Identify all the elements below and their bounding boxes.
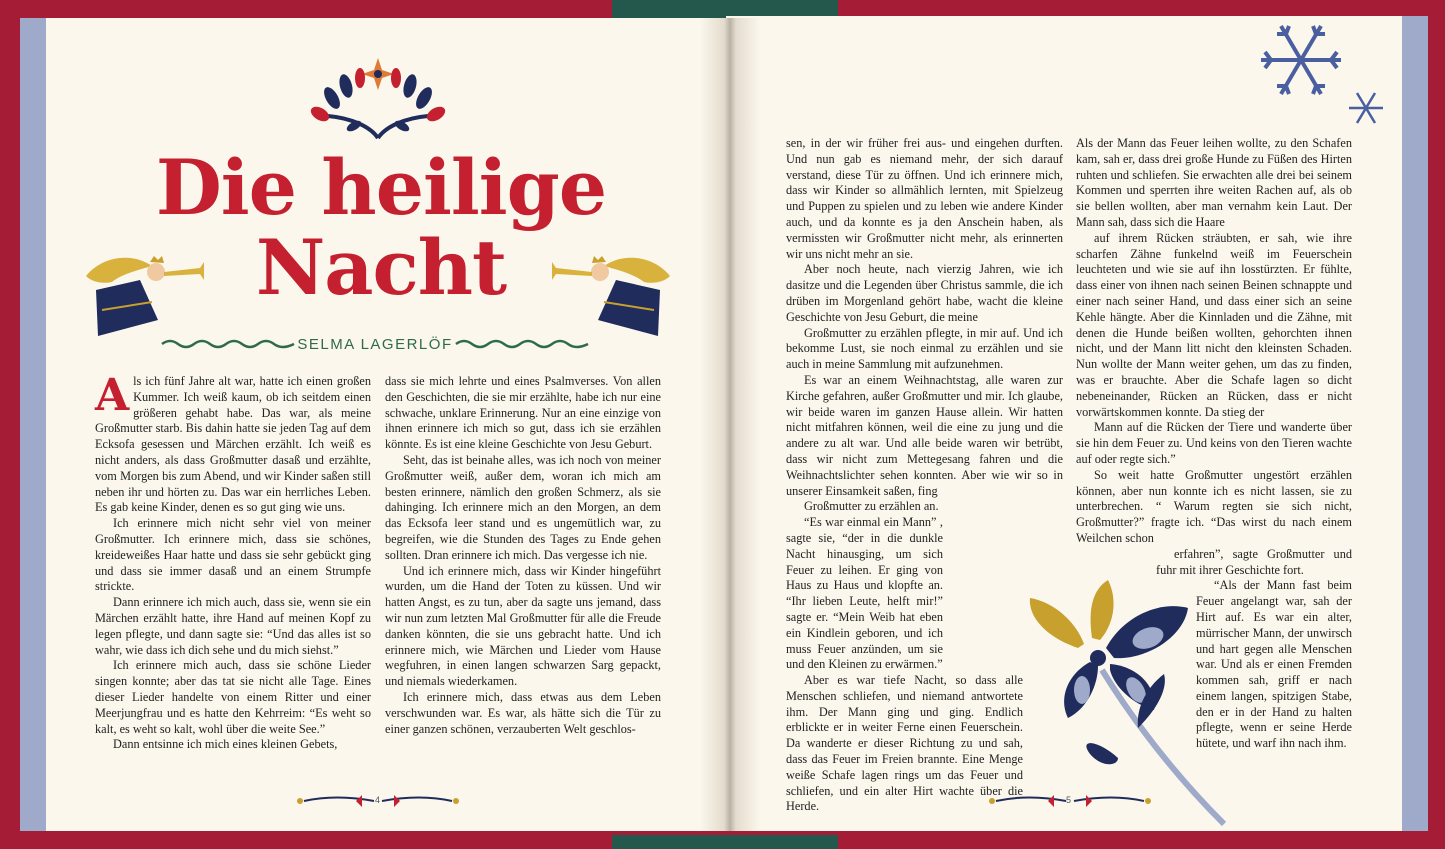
paragraph: Und ich erinnere mich, dass wir Kinder hingeführt wurden, um die Hand der Toten zu küssen. Und wir hatten Angst, es zu tun, aber da sagte uns jemand, dass wir nun zum letzten Mal Großmutter für alle die Freude danken könnten, die sie uns gebracht hatte. Und ich erinnere mich, wie Märchen und Lieder vom Hause wegfuhren, in einen langen schwarzen Sarg gepackt, und niemals wiederkamen. (385, 563, 661, 689)
paragraph: Mann auf die Rücken der Tiere und wanderte über sie hin dem Feuer zu. Und keins von den Tieren wachte auf oder regte sich.” (1076, 420, 1352, 466)
snowflake-large-icon (1256, 20, 1346, 100)
wave-ornament-right (454, 337, 590, 351)
folk-ornament-top (310, 56, 446, 142)
paragraph: auf ihrem Rücken sträubten, er sah, wie ihre scharfen Zähne funkelnd weiß im Feuerschein leuchteten und wie sie auf ihn losstürzten. Er fühlte, dass einer von ihnen nach seinen Beinen schnappte und einer nach seiner Hand, und dass einer sich an seine Kehle hängte. Aber die Kinnladen und die Zähne, mit denen die Hunde beißen wollten, gehorchten ihnen nicht, und der Mann litt nicht den kleinsten Schaden. Nun wollte der Mann weiter gehen, um das zu finden, was er brauchte. Aber die Schafe lagen so dicht nebeneinander, Rücken an Rücken, dass er nicht vorwärtskommen konnte. Da stieg der (1076, 230, 1352, 419)
paragraph: Dann entsinne ich mich eines kleinen Gebets, (113, 737, 338, 752)
title-line-1: Die heilige (155, 143, 607, 232)
paragraph: sen, in der wir früher frei aus- und eingehen durften. Und nun gab es niemand mehr, der sich darauf verstand, diese Tür zu öffnen. Und ich erinnere mich, dass wir Kinder so allmählich lernten, mit Spielzeug und Puppen zu spielen und zu leben wie andere Kinder auch, und da konnte es ja den Anschein haben, als vermissten wir Großmutter nicht mehr, als erinnerten wir uns nicht mehr an sie. (786, 136, 1063, 261)
paragraph: Es war an einem Weihnachtstag, alle waren zur Kirche gefahren, außer Großmutter und mir. Ich glaube, wir beide waren im ganzen Hause allein. Wir hatten nicht mitfahren können, weil die eine zu jung und die andere zu alt war. Und alle beide waren wir betrübt, dass wir nicht zum Mettegesang fahren und die Weihnachtslichter sehen konnten. Aber wie wir so in unserer Einsamkeit saßen, fing (786, 372, 1063, 498)
folk-flower-icon (1018, 578, 1238, 828)
angel-trumpet-left-icon (82, 250, 208, 340)
book-gutter (700, 18, 760, 831)
paragraph: Großmutter zu erzählen an. (804, 499, 939, 514)
paragraph: Ich erinnere mich, dass etwas aus dem Leben verschwunden war. Es war, als hätte sich die Tür zu einer ganzen schönen, verzauberten Welt geschlos- (385, 689, 661, 736)
drop-cap: A (95, 370, 130, 421)
paragraph: Großmutter zu erzählen pflegte, in mir auf. Und ich bekomme Lust, sie noch einmal zu erzählen und sie auch in meine Sammlung mit aufzunehmen. (786, 325, 1063, 372)
author-name: SELMA LAGERLÖF (297, 336, 453, 353)
paragraph: Ich erinnere mich auch, dass sie schöne Lieder singen konnte; aber das tat sie nicht alle Tage. Eines dieser Lieder handelte von einem Ritter und einer Meerjungfrau und es hatte den Kehrreim: “Es weht so kalt, es weht so kalt, wohl über die weite See.” (95, 658, 371, 736)
page-edges-right (1398, 16, 1428, 831)
paragraph: Aber es war tiefe Nacht, so dass alle Menschen schliefen, und niemand antwortete ihm. Der Mann ging und ging. Endlich erblickte er in weiter Ferne einen Feuerschein. Da wanderte er dieser Richtung zu und sah, dass das Feuer im Freien brannte. Eine Menge weiße Schafe lagen rings um das Feuer und schliefen, und ein alter Hirt wachte über die Herde. (786, 673, 1023, 814)
paragraph: Aber noch heute, nach vierzig Jahren, wie ich dasitze und die Legenden über Christus sammle, die ich drüben im Morgenland gehört habe, wacht die kleine Geschichte von Jesu Geburt, die meine (786, 262, 1063, 324)
paragraph: Als der Mann das Feuer leihen wollte, zu den Schafen kam, sah er, dass drei große Hunde zu Füßen des Hirten ruhten und schliefen. Sie erwachten alle drei bei seinem Kommen und sperrten ihre weiten Rachen auf, als ob sie bellen wollten, aber man vernahm kein Laut. Der Mann sah, dass sich die Haare (1076, 136, 1352, 229)
text-column-1 (95, 370, 371, 753)
star-flower-icon (362, 58, 394, 90)
paragraph: “Als der Mann fast beim Feuer angelangt war, sah der Hirt auf. Es war ein alter, mürrischer Mann, der unwirsch und hart gegen alle Menschen war. Und als er einen Fremden kommen sah, griff er nach einem langen, spitzigen Stabe, den er in der Hand zu halten pflegte, wenn er seine Herde hütete, und warf ihn nach ihm. (1196, 578, 1352, 751)
paragraph: So weit hatte Großmutter ungestört erzählen können, aber nun konnte ich es nicht lassen, sie zu unterbrechen. “ Warum regten sie sich nicht, Großmutter?” fragte ich. “Das wirst du nach einem Weilchen schon (1076, 467, 1352, 545)
text-column-2 (385, 374, 661, 737)
paragraph: dass sie mich lehrte und eines Psalmverses. Von allen den Geschichten, die sie mir erzählte, habe ich nur eine schwache, unklare Erinnerung. Nur an eine einzige von ihnen erinnere ich mich so gut, dass ich sie erzählen könnte. Es ist eine kleine Geschichte von Jesu Geburt. (385, 374, 661, 452)
angel-trumpet-right-icon (548, 250, 674, 340)
paragraph: Seht, das ist beinahe alles, was ich noch von meiner Großmutter weiß, außer dem, woran ich mich am besten erinnere, nämlich den großen Schmerz, als sie dahinging. Ich erinnere mich an den Morgen, an dem das Ecksofa leer stand und es ungemütlich war, zu begreifen, wie die Stunden des Tages zu Ende gehen sollten. Dran erinnere ich mich. Das vergesse ich nie. (385, 452, 661, 562)
snowflake-small-icon (1346, 90, 1386, 126)
book-spine-bottom (612, 835, 838, 849)
page-number-left: 4 (375, 795, 381, 805)
paragraph: Dann erinnere ich mich auch, dass sie, wenn sie ein Märchen erzählt hatte, ihre Hand auf meinen Kopf zu legen pflegte, und dann sagte sie: “Und das alles ist so wahr, wie dass ich dich sehe und du mich siehst.” (95, 595, 371, 657)
paragraph: Als ich fünf Jahre alt war, hatte ich einen großen Kummer. Ich weiß kaum, ob ich seitdem einen größeren gehabt habe. Das war, als meine Großmutter starb. Bis dahin hatte sie jeden Tag auf dem Ecksofa gesessen und Märchen erzählt. Ich weiß es nicht anders, als dass Großmutter dasaß und erzählte, vom Morgen bis zum Abend, und wir Kinder saßen still neben ihr und hörten zu. Das war ein herrliches Leben. Es gab keine Kinder, denen es so gut ging wie uns. (95, 370, 371, 515)
page-number-right: 5 (1066, 795, 1072, 805)
paragraph: “Es war einmal ein Mann” , sagte sie, “der in die dunkle Nacht hinausging, um sich Feuer zu leihen. Er ging von Haus zu Haus und klopfte an. “Ihr lieben Leute, helft mir!” sagte er. “Mein Weib hat eben ein Kindlein geboren, und ich muss Feuer anzünden, um sie und den Kleinen zu erwärmen.” (786, 515, 943, 672)
paragraph: erfahren”, sagte Großmutter und fuhr mit ihrer Geschichte fort. (1156, 546, 1352, 577)
title-line-2: Nacht (255, 223, 507, 312)
paragraph: Ich erinnere mich nicht sehr viel von meiner Großmutter. Ich erinnere mich, dass sie schönes, kreideweißes Haar hatte und dass sie sehr gebückt ging und dass sie immer dasaß und an einem Strumpfe strickte. (95, 516, 371, 594)
